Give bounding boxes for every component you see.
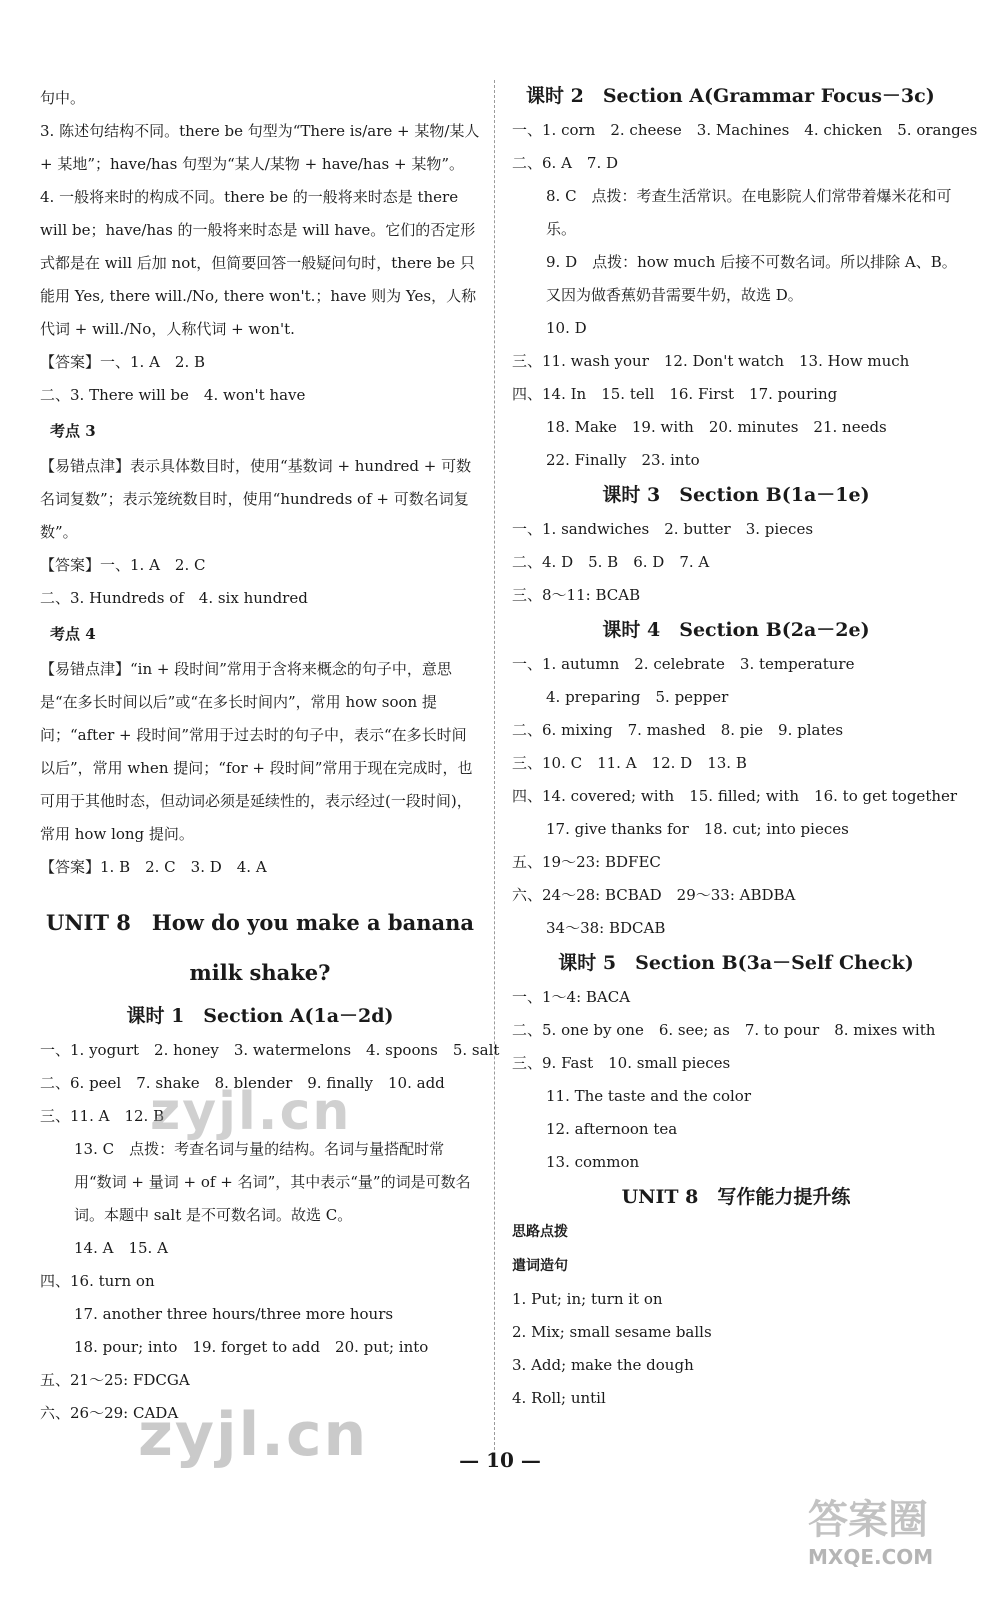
answer-explanation: 8. C 点拨：考查生活常识。在电影院人们常带着爆米花和可乐。 bbox=[546, 187, 952, 238]
watermark-zyjl: zyjl.cn bbox=[138, 1400, 369, 1470]
answer-line: 10. D bbox=[546, 319, 587, 337]
answer-line: 4. Roll; until bbox=[512, 1389, 606, 1407]
answer-line: 一、1. autumn 2. celebrate 3. temperature bbox=[512, 655, 855, 673]
answer-line: 三、10. C 11. A 12. D 13. B bbox=[512, 754, 747, 772]
answer-line: 14. A 15. A bbox=[74, 1239, 168, 1257]
answer-line: 六、26～29: CADA bbox=[40, 1404, 179, 1422]
subheading-qianci: 遣词造句 bbox=[512, 1258, 568, 1274]
answer-line: 【答案】一、1. A 2. B bbox=[40, 353, 206, 371]
answer-line: 二、3. There will be 4. won't have bbox=[40, 386, 306, 404]
answer-line: 11. The taste and the color bbox=[546, 1087, 752, 1105]
answer-line: 22. Finally 23. into bbox=[546, 451, 700, 469]
answer-line: 12. afternoon tea bbox=[546, 1120, 678, 1138]
answer-line: 三、8～11: BCAB bbox=[512, 586, 641, 604]
watermark-zyjl: zyjl.cn bbox=[150, 1082, 352, 1142]
lesson-heading-3: 课时 3 Section B(1a－1e) bbox=[602, 484, 870, 506]
answer-explanation: 9. D 点拨：how much 后接不可数名词。所以排除 A、B。又因为做香蕉奶昔需要牛奶，故选 D。 bbox=[546, 253, 957, 304]
logo-url-text: MXQE.COM bbox=[808, 1545, 934, 1569]
answer-line: 五、21～25: FDCGA bbox=[40, 1371, 190, 1389]
column-divider bbox=[494, 80, 495, 1450]
answer-line: 四、14. covered; with 15. filled; with 16. to get together bbox=[512, 787, 958, 805]
watermark-logo bbox=[808, 1488, 978, 1588]
text-line: 句中。 bbox=[40, 89, 86, 107]
lesson-heading-1: 课时 1 Section A(1a－2d) bbox=[126, 1005, 394, 1027]
answer-line: 二、5. one by one 6. see; as 7. to pour 8. mixes with bbox=[512, 1021, 936, 1039]
logo-stamp-text: 答案圈 bbox=[808, 1497, 928, 1543]
unit-title-line2: milk shake? bbox=[189, 960, 331, 985]
left-column bbox=[40, 82, 500, 1430]
answer-line: 六、24～28: BCBAD 29～33: ABDBA bbox=[512, 886, 796, 904]
unit-writing-heading: UNIT 8 写作能力提升练 bbox=[621, 1186, 851, 1208]
subheading-silu: 思路点拨 bbox=[512, 1224, 568, 1240]
answer-line: 17. another three hours/three more hours bbox=[74, 1305, 394, 1323]
section-heading-kaodian4: 考点 4 bbox=[50, 625, 96, 643]
answer-line: 13. common bbox=[546, 1153, 640, 1171]
section-heading-kaodian3: 考点 3 bbox=[50, 422, 96, 440]
lesson-heading-5: 课时 5 Section B(3a－Self Check) bbox=[558, 952, 914, 974]
answer-line: 四、14. In 15. tell 16. First 17. pouring bbox=[512, 385, 838, 403]
unit-title-line1: UNIT 8 How do you make a banana bbox=[46, 910, 474, 935]
answer-line: 二、3. Hundreds of 4. six hundred bbox=[40, 589, 308, 607]
answer-line: 二、4. D 5. B 6. D 7. A bbox=[512, 553, 710, 571]
answer-line: 一、1. sandwiches 2. butter 3. pieces bbox=[512, 520, 814, 538]
answer-line: 三、9. Fast 10. small pieces bbox=[512, 1054, 731, 1072]
answer-line: 34～38: BDCAB bbox=[546, 919, 666, 937]
answer-line: 一、1. yogurt 2. honey 3. watermelons 4. spoons 5. salt bbox=[40, 1041, 500, 1059]
answer-line: 三、11. A 12. B bbox=[40, 1107, 165, 1125]
lesson-heading-2: 课时 2 Section A(Grammar Focus－3c) bbox=[526, 85, 935, 107]
text-paragraph: 3. 陈述句结构不同。there be 句型为“There is/are + 某物/某人 + 某地”；have/has 句型为“某人/某物 + have/has + 某物”。 bbox=[40, 122, 480, 173]
answer-line: 二、6. peel 7. shake 8. blender 9. finally 10. add bbox=[40, 1074, 445, 1092]
text-paragraph: 【易错点津】“in + 段时间”常用于含将来概念的句子中，意思是“在多长时间以后”或“在多长时间内”，常用 how soon 提问；“after + 段时间”常用于过去时的句子中，表示“在多长时间以后”，常用 when 提问；“for + 段时间”常用于现在完成时，也可用于其他时态，但动词必须是延续性的，表示经过(一段时间)，常用 how long 提问。 bbox=[40, 660, 473, 843]
answer-explanation: 13. C 点拨：考查名词与量的结构。名词与量搭配时常用“数词 + 量词 + of + 名词”，其中表示“量”的词是可数名词。本题中 salt 是不可数名词。故选 C。 bbox=[74, 1140, 471, 1224]
text-paragraph: 4. 一般将来时的构成不同。there be 的一般将来时态是 there will be；have/has 的一般将来时态是 will have。它们的否定形式都是在 will 后加 not，但简要回答一般疑问句时，there be 只能用 Yes, there will./No, there won't.；have 则为 Yes，人称代词 + will./No，人称代词 + won't. bbox=[40, 188, 477, 338]
lesson-heading-4: 课时 4 Section B(2a－2e) bbox=[602, 619, 870, 641]
answer-line: 【答案】1. B 2. C 3. D 4. A bbox=[40, 858, 267, 876]
answer-line: 四、16. turn on bbox=[40, 1272, 155, 1290]
unit-title bbox=[40, 898, 480, 998]
answer-line: 二、6. A 7. D bbox=[512, 154, 619, 172]
right-column bbox=[512, 82, 978, 1415]
answer-line: 【答案】一、1. A 2. C bbox=[40, 556, 206, 574]
answer-line: 4. preparing 5. pepper bbox=[546, 688, 729, 706]
answer-line: 一、1～4: BACA bbox=[512, 988, 631, 1006]
answer-line: 二、6. mixing 7. mashed 8. pie 9. plates bbox=[512, 721, 844, 739]
answer-line: 三、11. wash your 12. Don't watch 13. How much bbox=[512, 352, 910, 370]
page-number: — 10 — bbox=[459, 1448, 541, 1472]
answer-line: 五、19～23: BDFEC bbox=[512, 853, 661, 871]
answer-line: 18. Make 19. with 20. minutes 21. needs bbox=[546, 418, 887, 436]
answer-line: 一、1. corn 2. cheese 3. Machines 4. chicken 5. oranges bbox=[512, 121, 978, 139]
answer-line: 3. Add; make the dough bbox=[512, 1356, 694, 1374]
answer-line: 2. Mix; small sesame balls bbox=[512, 1323, 712, 1341]
answer-line: 18. pour; into 19. forget to add 20. put; into bbox=[74, 1338, 429, 1356]
answer-line: 1. Put; in; turn it on bbox=[512, 1290, 663, 1308]
text-paragraph: 【易错点津】表示具体数目时，使用“基数词 + hundred + 可数名词复数”；表示笼统数目时，使用“hundreds of + 可数名词复数”。 bbox=[40, 457, 472, 541]
answer-line: 17. give thanks for 18. cut; into pieces bbox=[546, 820, 849, 838]
